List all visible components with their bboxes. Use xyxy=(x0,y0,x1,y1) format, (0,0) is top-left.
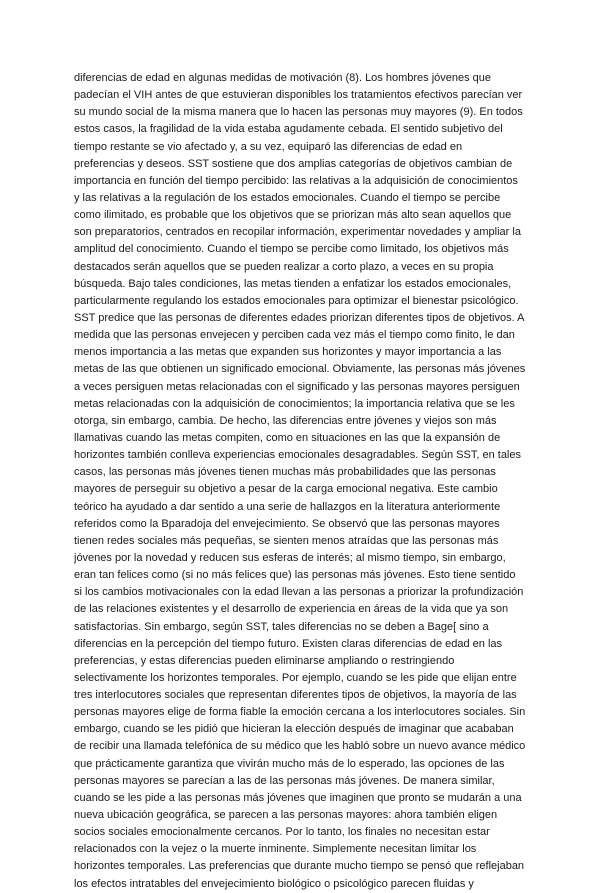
text-line: amplitud del conocimiento. Cuando el tiempo se percibe como limitado, los objetivos más xyxy=(74,243,509,256)
text-line: personas mayores elige de forma fiable la emoción cercana a los interlocutores sociales. Sin xyxy=(74,706,526,719)
text-line: metas de las que obtienen un significado emocional. Obviamente, las personas más jóvenes xyxy=(74,363,526,376)
text-line: jóvenes por la novedad y reducen sus esferas de interés; al mismo tiempo, sin embargo, xyxy=(74,551,506,564)
text-line: su mundo social de la misma manera que lo hacen las personas muy mayores (9). En todos xyxy=(74,106,523,119)
text-line: referidos como la Bparadoja del envejecimiento. Se observó que las personas mayores xyxy=(74,517,500,530)
text-line: tiempo restante se vio afectado y, a su vez, equiparó las diferencias de edad en xyxy=(74,140,463,153)
text-line: diferencias de edad en algunas medidas de motivación (8). Los hombres jóvenes que xyxy=(74,72,492,84)
text-line: eran tan felices como (si no más felices que) las personas más jóvenes. Esto tiene sentido xyxy=(74,569,516,582)
text-line: metas relacionadas con la adquisición de conocimientos; la importancia relativa que se les xyxy=(74,397,515,410)
text-line: menos importancia a las metas que expanden sus horizontes y mayor importancia a las xyxy=(74,346,502,359)
text-line: de recibir una llamada telefónica de su médico que les habló sobre un nuevo avance médico xyxy=(74,740,526,753)
text-line: embargo, cuando se les pidió que hicieran la elección después de imaginar que acababan xyxy=(74,723,514,736)
text-line: que prácticamente garantiza que vivirán mucho más de lo esperado, las opciones de las xyxy=(74,757,505,770)
text-line: llamativas cuando las metas compiten, como en situaciones en las que la expansión de xyxy=(74,431,501,444)
text-line: particularmente regulando los estados emocionales para optimizar el bienestar psicológico. xyxy=(74,294,519,307)
text-line: relacionados con la vejez o la muerte inminente. Simplemente necesitan limitar los xyxy=(74,843,477,856)
text-line: estos casos, la fragilidad de la vida estaba agudamente cebada. El sentido subjetivo del xyxy=(74,123,503,136)
body-paragraph xyxy=(74,70,534,893)
text-line: medida que las personas envejecen y perciben cada vez más el tiempo como finito, le dan xyxy=(74,329,515,342)
text-line: diferencias en la percepción del tiempo futuro. Existen claras diferencias de edad en las xyxy=(74,637,503,650)
text-line: importancia en función del tiempo percibido: las relativas a la adquisición de conocimientos xyxy=(74,174,518,187)
text-line: como ilimitado, es probable que los objetivos que se priorizan más alto sean aquellos que xyxy=(74,209,512,222)
text-line: preferencias, y estas diferencias pueden eliminarse ampliando o restringiendo xyxy=(74,654,455,667)
text-line: otorga, sin embargo, cambia. De hecho, las diferencias entre jóvenes y viejos son más xyxy=(74,414,497,427)
text-line: destacados serán aquellos que se pueden realizar a corto plazo, a veces en su propia xyxy=(74,260,494,273)
text-line: personas mayores se parecían a las de las personas más jóvenes. De manera similar, xyxy=(74,774,495,787)
text-line: de las relaciones existentes y el desarrollo de experiencia en áreas de la vida que ya son xyxy=(74,603,509,616)
text-line: casos, las personas más jóvenes tienen muchas más probabilidades que las personas xyxy=(74,466,496,479)
text-line: horizontes también conlleva experiencias emocionales desagradables. Según SST, en tales xyxy=(74,449,521,462)
text-line: padecían el VIH antes de que estuvieran disponibles los tratamientos efectivos parecían ver xyxy=(74,89,523,102)
text-line: socios sociales emocionalmente cercanos. Por lo tanto, los finales no necesitan estar xyxy=(74,826,490,839)
text-line: los efectos intratables del envejecimiento biológico o psicológico parecen fluidas y xyxy=(74,877,474,890)
text-line: son preparatorios, centrados en recopilar información, experimentar novedades y ampliar la xyxy=(74,226,521,239)
text-line: a veces persiguen metas relacionadas con el significado y las personas mayores persiguen xyxy=(74,380,520,393)
text-line: tienen redes sociales más pequeñas, se sienten menos atraídas que las personas más xyxy=(74,534,499,547)
text-line: cuando se les pide a las personas más jóvenes que imaginen que pronto se mudarán a una xyxy=(74,791,522,804)
text-line: nueva ubicación geográfica, se parecen a las personas mayores: ahora también eligen xyxy=(74,809,498,822)
text-line: teórico ha ayudado a dar sentido a una serie de hallazgos en la literatura anteriormente xyxy=(74,500,501,513)
text-line: SST predice que las personas de diferentes edades priorizan diferentes tipos de objetivos. A xyxy=(74,311,525,324)
text-line: tres interlocutores sociales que representan diferentes tipos de objetivos, la mayoría de las xyxy=(74,689,517,702)
text-line: preferencias y deseos. SST sostiene que dos amplias categorías de objetivos cambian de xyxy=(74,157,513,170)
text-line: si los cambios motivacionales con la edad llevan a las personas a priorizar la profundización xyxy=(74,586,524,599)
text-line: búsqueda. Bajo tales condiciones, las metas tienden a enfatizar los estados emocionales, xyxy=(74,277,512,290)
text-line: y las relativas a la regulación de los estados emocionales. Cuando el tiempo se percibe xyxy=(74,191,501,204)
text-line: satisfactorias. Sin embargo, según SST, tales diferencias no se deben a Bage[ sino a xyxy=(74,620,489,633)
text-line: selectivamente los horizontes temporales. Por ejemplo, cuando se les pide que elijan entre xyxy=(74,671,517,684)
text-line: mayores de perseguir su objetivo a pesar de la carga emocional negativa. Este cambio xyxy=(74,483,498,496)
text-line: horizontes temporales. Las preferencias que durante mucho tiempo se pensó que reflejaban xyxy=(74,860,525,873)
